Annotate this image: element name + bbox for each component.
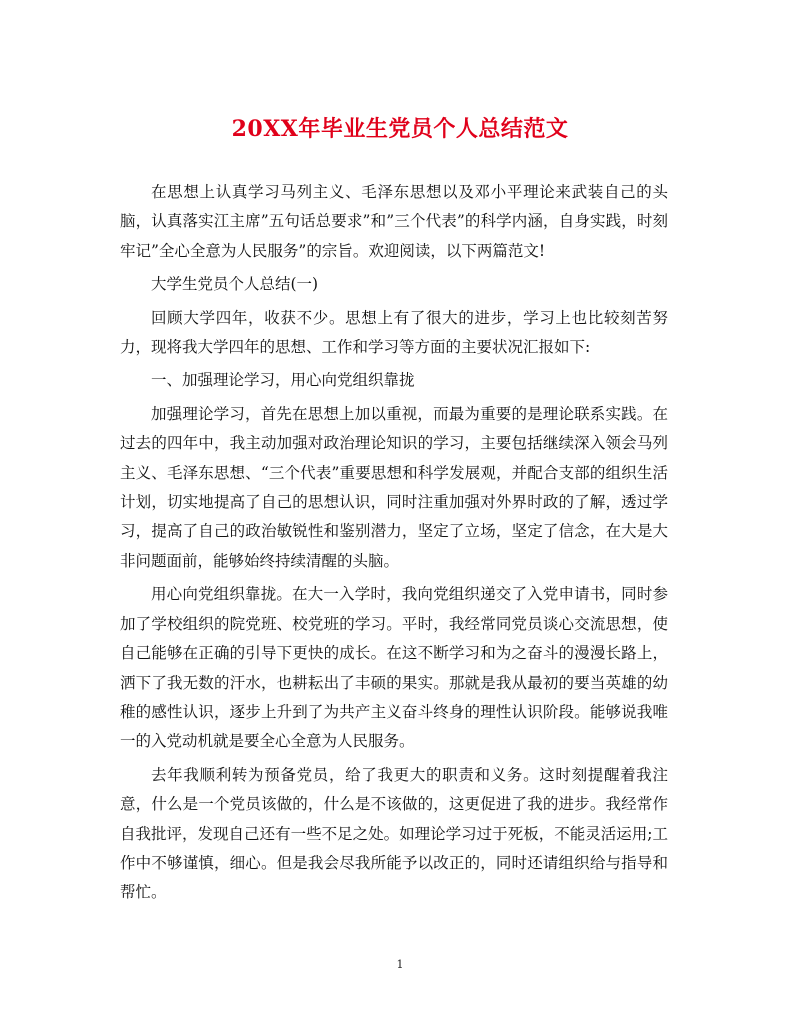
document-title: 20XX年毕业生党员个人总结范文 (231, 116, 569, 142)
theory-study-paragraph: 加强理论学习，首先在思想上加以重视，而最为重要的是理论联系实践。在过去的四年中，我主动加强对政治理论知识的学习，主要包括继续深入领会马列主义、毛泽东思想、“三个代表”重要思想和科学发展观，并配合支部的组织生活计划，切实地提高了自己的思想认识，同时注重加强对外界时政的了解，透过学习，提高了自己的政治敏锐性和鉴别潜力，坚定了立场，坚定了信念，在大是大非问题面前，能够始终持续清醒的头脑。 (120, 404, 668, 570)
section-heading-summary-one: 大学生党员个人总结(一) (151, 275, 319, 294)
probationary-member-paragraph: 去年我顺利转为预备党员，给了我更大的职责和义务。这时刻提醒着我注意，什么是一个党员该做的，什么是不该做的，这更促进了我的进步。我经常作自我批评，发现自己还有一些不足之处。如理论学习过于死板，不能灵活运用;工作中不够谨慎，细心。但是我会尽我所能予以改正的，同时还请组织给与指导和帮忙。 (120, 765, 668, 902)
party-approach-paragraph: 用心向党组织靠拢。在大一入学时，我向党组织递交了入党申请书，同时参加了学校组织的院党班、校党班的学习。平时，我经常同党员谈心交流思想，使自己能够在正确的引导下更快的成长。在这不断学习和为之奋斗的漫漫长路上，洒下了我无数的汗水，也耕耘出了丰硕的果实。那就是我从最初的要当英雄的幼稚的感性认识，逐步上升到了为共产主义奋斗终身的理性认识阶段。能够说我唯一的入党动机就是要全心全意为人民服务。 (120, 585, 668, 751)
section-heading-theory-study: 一、加强理论学习，用心向党组织靠拢 (151, 371, 415, 390)
page-number: 1 (396, 958, 404, 971)
review-paragraph: 回顾大学四年，收获不少。思想上有了很大的进步，学习上也比较刻苦努力，现将我大学四年的思想、工作和学习等方面的主要状况汇报如下: (120, 308, 668, 357)
document-body (120, 178, 668, 912)
intro-paragraph: 在思想上认真学习马列主义、毛泽东思想以及邓小平理论来武装自己的头脑，认真落实江主席”五句话总要求”和”三个代表”的科学内涵，自身实践，时刻牢记”全心全意为人民服务”的宗旨。欢迎阅读，以下两篇范文! (120, 183, 668, 260)
